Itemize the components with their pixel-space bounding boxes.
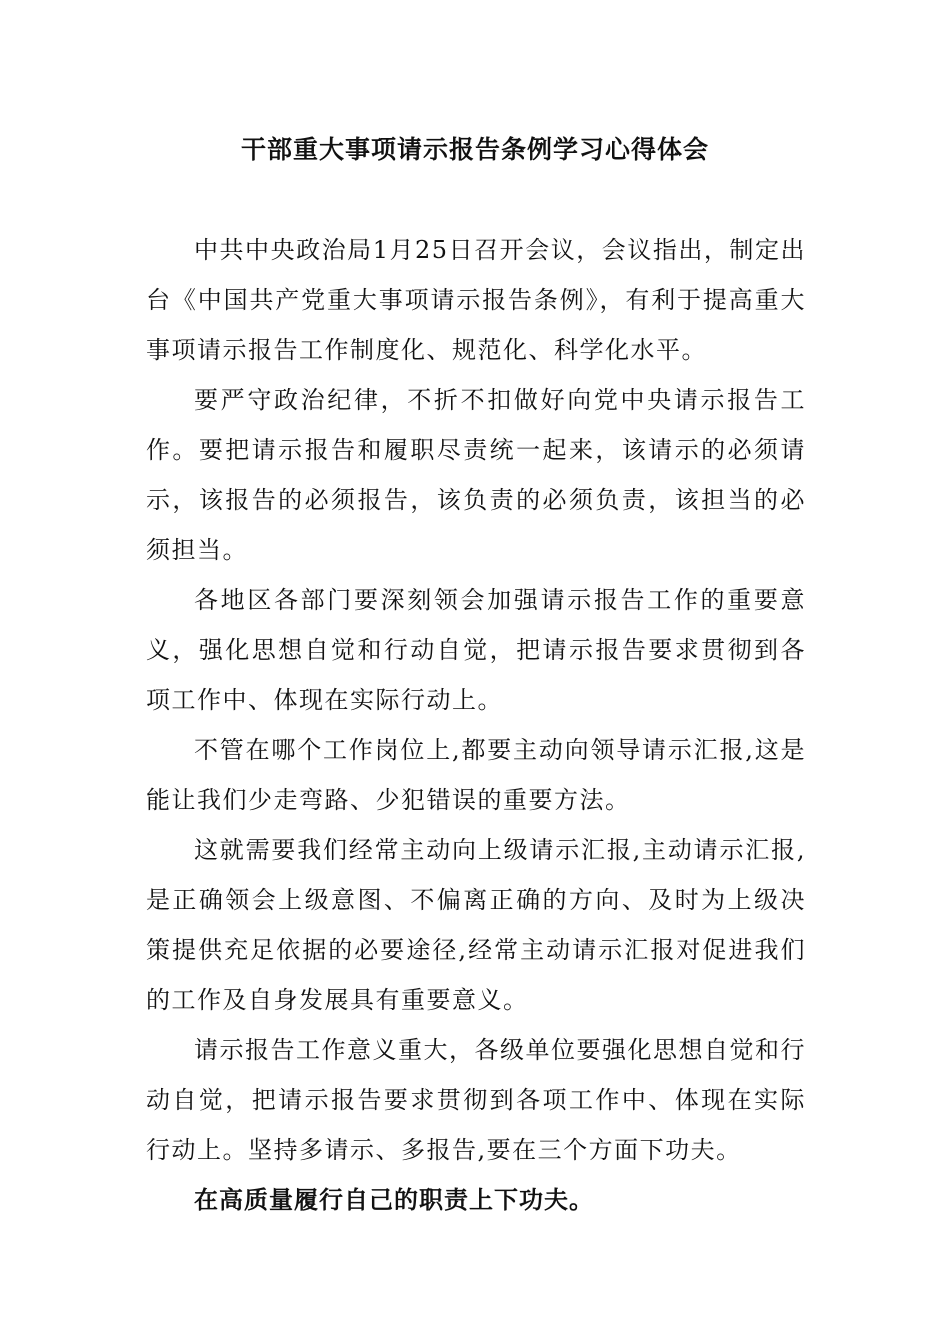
paragraph: 这就需要我们经常主动向上级请示汇报,主动请示汇报,是正确领会上级意图、不偏离正确的方向、及时为上级决策提供充足依据的必要途径,经常主动请示汇报对促进我们的工作及自身发展具有重要意义。 — [146, 836, 806, 1014]
paragraph: 各地区各部门要深刻领会加强请示报告工作的重要意义，强化思想自觉和行动自觉，把请示报告要求贯彻到各项工作中、体现在实际行动上。 — [146, 586, 806, 714]
paragraph: 请示报告工作意义重大，各级单位要强化思想自觉和行动自觉，把请示报告要求贯彻到各项工作中、体现在实际行动上。坚持多请示、多报告,要在三个方面下功夫。 — [146, 1036, 806, 1164]
paragraph: 不管在哪个工作岗位上,都要主动向领导请示汇报,这是能让我们少走弯路、少犯错误的重要方法。 — [146, 736, 806, 814]
document-title: 干部重大事项请示报告条例学习心得体会 — [240, 135, 709, 164]
paragraph: 中共中央政治局1月25日召开会议，会议指出，制定出台《中国共产党重大事项请示报告条例》，有利于提高重大事项请示报告工作制度化、规范化、科学化水平。 — [146, 236, 806, 364]
section-subheading: 在高质量履行自己的职责上下功夫。 — [194, 1185, 594, 1214]
paragraph: 要严守政治纪律，不折不扣做好向党中央请示报告工作。要把请示报告和履职尽责统一起来，该请示的必须请示，该报告的必须报告，该负责的必须负责，该担当的必须担当。 — [146, 386, 806, 564]
document-body — [146, 225, 806, 1225]
